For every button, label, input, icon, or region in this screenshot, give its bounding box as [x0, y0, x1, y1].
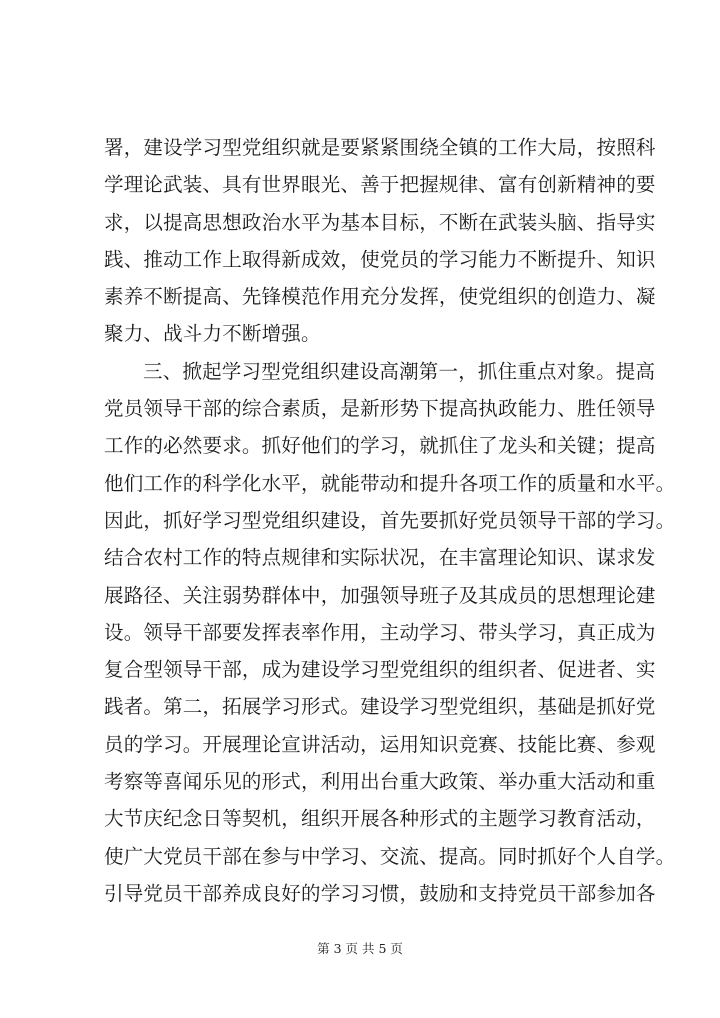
body-text — [104, 129, 676, 912]
text-line: 员的学习。开展理论宣讲活动，运用知识竞赛、技能比赛、参观 — [104, 732, 656, 756]
text-line: 复合型领导干部，成为建设学习型党组织的组织者、促进者、实 — [104, 658, 656, 682]
text-line: 结合农村工作的特点规律和实际状况，在丰富理论知识、谋求发 — [104, 546, 656, 570]
text-line: 引导党员干部养成良好的学习习惯，鼓励和支持党员干部参加各 — [104, 881, 656, 905]
text-line: 设。领导干部要发挥表率作用，主动学习、带头学习，真正成为 — [104, 620, 656, 644]
text-line: 使广大党员干部在参与中学习、交流、提高。同时抓好个人自学。 — [104, 844, 676, 868]
text-line: 署，建设学习型党组织就是要紧紧围绕全镇的工作大局，按照科 — [104, 136, 656, 159]
text-line: 党员领导干部的综合素质，是新形势下提高执政能力、胜任领导 — [104, 397, 656, 421]
text-line: 践、推动工作上取得新成效，使党员的学习能力不断提升、知识 — [104, 247, 656, 271]
text-line: 大节庆纪念日等契机，组织开展各种形式的主题学习教育活动， — [104, 807, 656, 831]
text-line: 学理论武装、具有世界眼光、善于把握规律、富有创新精神的要 — [104, 173, 656, 197]
text-line: 他们工作的科学化水平，就能带动和提升各项工作的质量和水平。 — [104, 471, 676, 495]
text-line: 因此，抓好学习型党组织建设，首先要抓好党员领导干部的学习。 — [104, 508, 676, 532]
text-line: 素养不断提高、先锋模范作用充分发挥，使党组织的创造力、凝 — [104, 285, 656, 309]
text-line: 聚力、战斗力不断增强。 — [104, 322, 321, 346]
text-line: 求，以提高思想政治水平为基本目标，不断在武装头脑、指导实 — [104, 210, 656, 234]
text-line: 践者。第二，拓展学习形式。建设学习型党组织，基础是抓好党 — [104, 695, 656, 719]
text-line: 考察等喜闻乐见的形式，利用出台重大政策、举办重大活动和重 — [104, 770, 656, 794]
section-heading-line: 三、掀起学习型党组织建设高潮第一，抓住重点对象。提高 — [143, 359, 656, 383]
text-line: 展路径、关注弱势群体中，加强领导班子及其成员的思想理论建 — [104, 583, 656, 607]
page-number: 第 3 页 共 5 页 — [317, 941, 403, 956]
page-footer — [0, 939, 720, 957]
text-line: 工作的必然要求。抓好他们的学习，就抓住了龙头和关键；提高 — [104, 434, 656, 458]
